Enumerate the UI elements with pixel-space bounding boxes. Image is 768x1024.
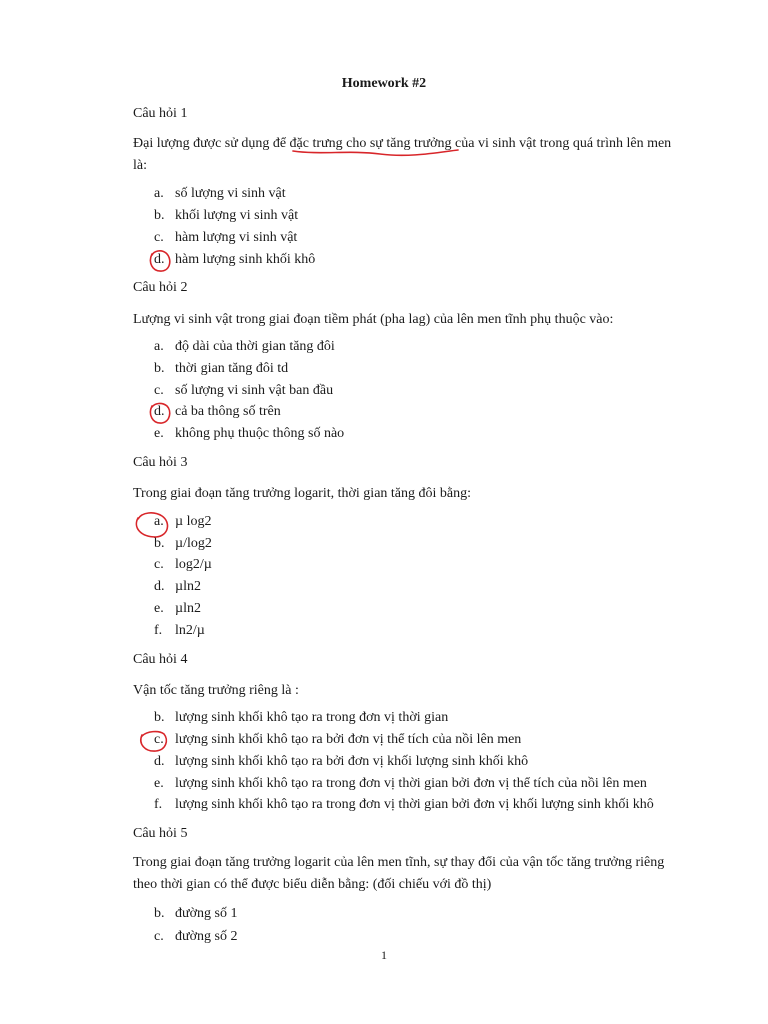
option-letter: f. <box>154 623 163 638</box>
option-text: lượng sinh khối khô tạo ra trong đơn vị thời gian <box>175 710 449 725</box>
question-2-option-b <box>154 361 288 377</box>
option-letter: c. <box>154 383 164 398</box>
question-3-option-e <box>154 601 201 617</box>
option-letter: b. <box>154 536 165 551</box>
option-text: µln2 <box>175 601 201 616</box>
question-2-option-a <box>154 339 335 355</box>
option-letter: e. <box>154 776 164 791</box>
option-letter: f. <box>154 797 163 812</box>
question-2-option-c <box>154 383 333 399</box>
option-letter: e. <box>154 426 164 441</box>
option-text: ln2/µ <box>175 623 205 638</box>
option-text: độ dài của thời gian tăng đôi <box>175 339 335 354</box>
question-4-option-e <box>154 776 647 792</box>
question-3-option-b <box>154 536 212 552</box>
option-text: lượng sinh khối khô tạo ra bởi đơn vị khối lượng sinh khối khô <box>175 754 529 769</box>
option-letter: d. <box>154 252 165 267</box>
question-5-text: Trong giai đoạn tăng trưởng logarit của lên men tĩnh, sự thay đổi của vận tốc tăng trưởng riêng theo thời gian có thể được biểu diễn bằng: (đối chiếu với đồ thị) <box>133 855 665 892</box>
question-3-option-a <box>154 514 211 530</box>
option-text: µ log2 <box>175 514 212 529</box>
option-text: thời gian tăng đôi td <box>175 361 289 376</box>
question-3-option-d <box>154 579 201 595</box>
question-1-text: Đại lượng được sử dụng để đặc trưng cho sự tăng trưởng của vi sinh vật trong quá trình lên men là: <box>133 136 672 173</box>
question-1-option-b <box>154 208 298 224</box>
question-2-option-e <box>154 426 344 442</box>
question-1-option-a <box>154 186 286 202</box>
question-2-label: Câu hỏi 2 <box>133 280 188 295</box>
option-letter: d. <box>154 404 165 419</box>
option-text: hàm lượng sinh khối khô <box>175 252 316 267</box>
option-text: log2/µ <box>175 557 212 572</box>
option-text: khối lượng vi sinh vật <box>175 208 299 223</box>
question-1-option-d <box>154 252 315 268</box>
option-text: hàm lượng vi sinh vật <box>175 230 298 245</box>
option-letter: c. <box>154 230 164 245</box>
question-1-label: Câu hỏi 1 <box>133 106 188 121</box>
question-5-option-b <box>154 906 237 922</box>
option-text: µln2 <box>175 579 201 594</box>
option-letter: b. <box>154 208 165 223</box>
option-letter: d. <box>154 754 165 769</box>
question-4-option-f <box>154 797 654 813</box>
page-title: Homework #2 <box>341 76 427 91</box>
option-text: không phụ thuộc thông số nào <box>175 426 345 441</box>
option-text: đường số 1 <box>175 906 238 921</box>
question-5-option-c <box>154 929 237 945</box>
option-letter: a. <box>154 514 164 529</box>
option-letter: c. <box>154 732 164 747</box>
option-text: µ/log2 <box>175 536 212 551</box>
option-letter: b. <box>154 361 165 376</box>
option-text: lượng sinh khối khô tạo ra trong đơn vị thời gian bởi đơn vị thể tích của nồi lên men <box>175 776 647 791</box>
option-text: lượng sinh khối khô tạo ra trong đơn vị thời gian bởi đơn vị khối lượng sinh khối khô <box>175 797 654 812</box>
question-3-text: Trong giai đoạn tăng trưởng logarit, thời gian tăng đôi bằng: <box>133 486 472 501</box>
question-2-text: Lượng vi sinh vật trong giai đoạn tiềm phát (pha lag) của lên men tĩnh phụ thuộc vào: <box>133 312 614 327</box>
option-letter: e. <box>154 601 164 616</box>
option-letter: c. <box>154 557 164 572</box>
question-4-label: Câu hỏi 4 <box>133 652 188 667</box>
option-letter: b. <box>154 906 165 921</box>
question-3-option-c <box>154 557 212 573</box>
question-3-label: Câu hỏi 3 <box>133 455 188 470</box>
option-letter: d. <box>154 579 165 594</box>
option-text: số lượng vi sinh vật ban đầu <box>175 383 334 398</box>
question-4-option-c <box>154 732 521 748</box>
option-text: cả ba thông số trên <box>175 404 281 419</box>
option-letter: c. <box>154 929 164 944</box>
question-4-option-b <box>154 710 448 726</box>
question-5-label: Câu hỏi 5 <box>133 826 188 841</box>
option-text: lượng sinh khối khô tạo ra bởi đơn vị thể tích của nồi lên men <box>175 732 522 747</box>
question-4-text: Vận tốc tăng trưởng riêng là : <box>133 683 299 698</box>
question-2-option-d <box>154 404 281 420</box>
page-number: 1 <box>381 948 387 962</box>
option-text: đường số 2 <box>175 929 238 944</box>
option-letter: a. <box>154 186 164 201</box>
option-letter: a. <box>154 339 164 354</box>
question-1-option-c <box>154 230 297 246</box>
option-text: số lượng vi sinh vật <box>175 186 286 201</box>
option-letter: b. <box>154 710 165 725</box>
question-4-option-d <box>154 754 528 770</box>
question-3-option-f <box>154 623 205 639</box>
